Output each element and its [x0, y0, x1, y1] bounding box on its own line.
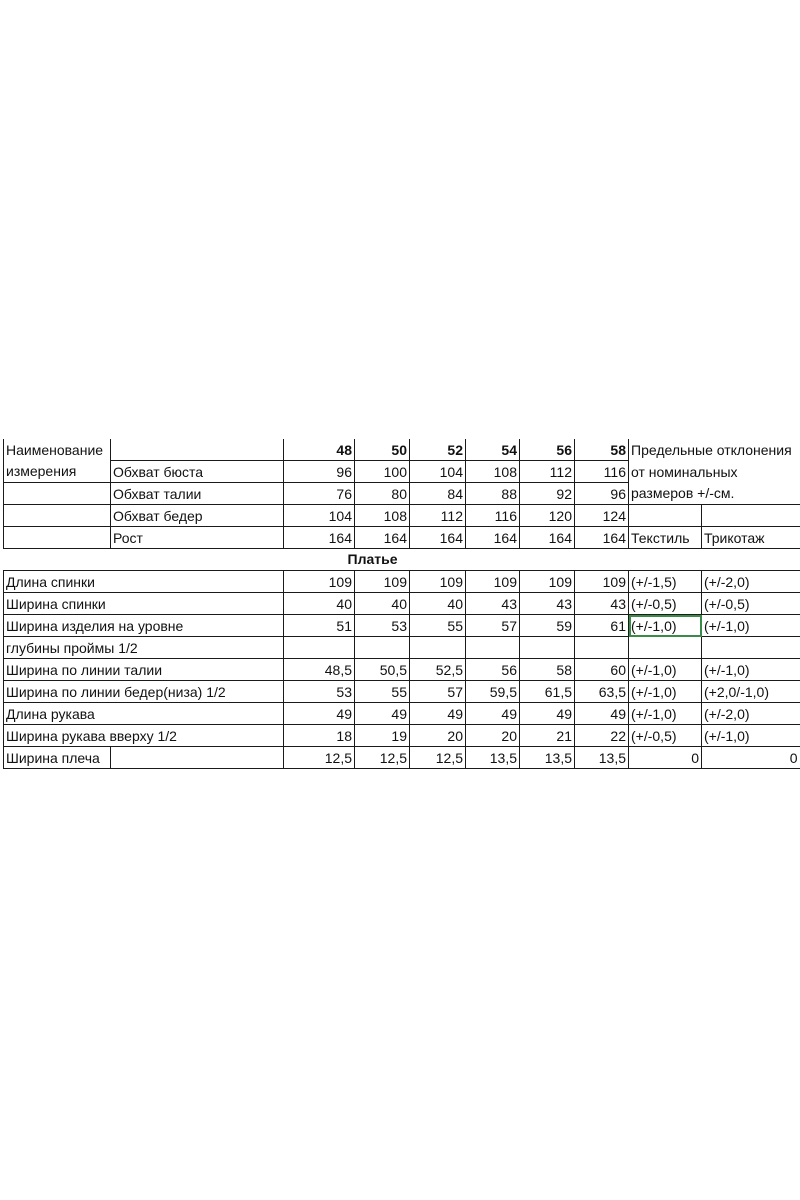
value-cell[interactable]: 61,5 [520, 681, 575, 703]
value-cell[interactable]: 43 [575, 593, 629, 615]
value-cell[interactable]: 60 [575, 659, 629, 681]
header-empty-cell[interactable] [111, 439, 284, 461]
value-cell[interactable]: 50,5 [355, 659, 410, 681]
tolerance-header-cell[interactable]: Предельные отклонения [629, 439, 800, 461]
knit-tolerance-cell[interactable]: (+/-2,0) [702, 703, 800, 725]
size-header-cell[interactable]: 54 [466, 439, 520, 461]
value-cell[interactable]: 18 [284, 725, 355, 747]
value-cell[interactable]: 109 [355, 571, 410, 593]
value-cell[interactable]: 13,5 [575, 747, 629, 769]
knit-tolerance-cell[interactable]: (+/-0,5) [702, 593, 800, 615]
garment-row [4, 747, 800, 769]
value-cell[interactable]: 164 [575, 527, 629, 549]
value-cell[interactable]: 116 [466, 505, 520, 527]
body-measurement-label[interactable]: Рост [111, 527, 284, 549]
garment-row [4, 725, 800, 747]
value-cell[interactable] [520, 637, 575, 659]
value-cell[interactable]: 116 [575, 461, 629, 483]
section-title-cell[interactable] [4, 549, 800, 571]
value-cell[interactable]: 57 [466, 615, 520, 637]
value-cell[interactable]: 13,5 [520, 747, 575, 769]
value-cell[interactable]: 49 [410, 703, 466, 725]
value-cell[interactable]: 52,5 [410, 659, 466, 681]
size-chart-sheet [3, 439, 799, 769]
value-cell[interactable]: 109 [575, 571, 629, 593]
value-cell[interactable]: 124 [575, 505, 629, 527]
value-cell[interactable]: 43 [466, 593, 520, 615]
value-cell[interactable]: 53 [284, 681, 355, 703]
value-cell[interactable] [466, 637, 520, 659]
value-cell[interactable]: 112 [520, 461, 575, 483]
knit-tolerance-cell[interactable]: (+/-1,0) [702, 615, 800, 637]
value-cell[interactable]: 57 [410, 681, 466, 703]
value-cell[interactable]: 88 [466, 483, 520, 505]
body-measurement-row [4, 461, 800, 483]
textile-tolerance-cell[interactable]: (+/-1,0) [629, 659, 702, 681]
size-chart-table [3, 439, 800, 769]
knit-tolerance-cell[interactable]: 0 [702, 747, 800, 769]
value-cell[interactable]: 109 [520, 571, 575, 593]
textile-cell[interactable] [629, 505, 702, 527]
value-cell[interactable]: 20 [466, 725, 520, 747]
value-cell[interactable]: 13,5 [466, 747, 520, 769]
value-cell[interactable]: 19 [355, 725, 410, 747]
value-cell[interactable]: 63,5 [575, 681, 629, 703]
textile-tolerance-cell[interactable]: (+/-1,0) [629, 703, 702, 725]
value-cell[interactable]: 76 [284, 483, 355, 505]
body-measurement-row [4, 483, 800, 505]
knit-cell[interactable] [702, 505, 800, 527]
textile-tolerance-cell[interactable]: (+/-1,5) [629, 571, 702, 593]
header-label-cell[interactable] [4, 439, 111, 461]
value-cell[interactable]: 48,5 [284, 659, 355, 681]
garment-label[interactable]: Ширина по линии талии [4, 659, 284, 681]
value-cell[interactable]: 59,5 [466, 681, 520, 703]
garment-label[interactable]: Ширина спинки [4, 593, 284, 615]
garment-label[interactable]: глубины проймы 1/2 [4, 637, 284, 659]
empty-cell[interactable] [111, 747, 284, 769]
value-cell[interactable]: 120 [520, 505, 575, 527]
size-header-cell[interactable]: 56 [520, 439, 575, 461]
garment-row [4, 593, 800, 615]
value-cell[interactable]: 55 [410, 615, 466, 637]
header-label-cell-2[interactable]: измерения [4, 461, 111, 483]
garment-row [4, 615, 800, 637]
size-header-cell[interactable]: 50 [355, 439, 410, 461]
textile-tolerance-cell[interactable]: (+/-1,0) [629, 681, 702, 703]
value-cell[interactable]: 80 [355, 483, 410, 505]
value-cell[interactable]: 40 [355, 593, 410, 615]
knit-tolerance-cell[interactable] [702, 637, 800, 659]
textile-tolerance-cell[interactable]: 0 [629, 747, 702, 769]
value-cell[interactable]: 12,5 [410, 747, 466, 769]
header-row [4, 439, 800, 461]
value-cell[interactable]: 109 [284, 571, 355, 593]
value-cell[interactable]: 49 [466, 703, 520, 725]
value-cell[interactable]: 12,5 [284, 747, 355, 769]
value-cell[interactable]: 109 [410, 571, 466, 593]
value-cell[interactable]: 92 [520, 483, 575, 505]
tolerance-header-cell-2[interactable]: от номинальных [629, 461, 800, 483]
value-cell[interactable]: 164 [466, 527, 520, 549]
value-cell[interactable]: 59 [520, 615, 575, 637]
value-cell[interactable]: 61 [575, 615, 629, 637]
value-cell[interactable]: 49 [284, 703, 355, 725]
value-cell[interactable]: 43 [520, 593, 575, 615]
textile-header-cell[interactable]: Текстиль [629, 527, 702, 549]
value-cell[interactable]: 49 [575, 703, 629, 725]
value-cell[interactable]: 96 [575, 483, 629, 505]
garment-label[interactable]: Ширина плеча [4, 747, 111, 769]
body-measurement-label[interactable]: Обхват бюста [111, 461, 284, 483]
garment-row [4, 659, 800, 681]
value-cell[interactable]: 53 [355, 615, 410, 637]
value-cell[interactable]: 104 [410, 461, 466, 483]
empty-cell[interactable] [4, 483, 111, 505]
textile-tolerance-cell[interactable]: (+/-0,5) [629, 725, 702, 747]
value-cell[interactable]: 164 [520, 527, 575, 549]
garment-label[interactable]: Ширина по линии бедер(низа) 1/2 [4, 681, 284, 703]
section-title-row [4, 549, 800, 571]
value-cell[interactable]: 108 [466, 461, 520, 483]
empty-cell[interactable] [4, 527, 111, 549]
garment-label[interactable]: Ширина рукава вверху 1/2 [4, 725, 284, 747]
value-cell[interactable]: 96 [284, 461, 355, 483]
value-cell[interactable]: 49 [520, 703, 575, 725]
value-cell[interactable]: 40 [410, 593, 466, 615]
body-measurement-label[interactable]: Обхват талии [111, 483, 284, 505]
size-header-cell[interactable]: 52 [410, 439, 466, 461]
value-cell[interactable]: 164 [355, 527, 410, 549]
body-measurement-label[interactable]: Обхват бедер [111, 505, 284, 527]
garment-label[interactable]: Длина спинки [4, 571, 284, 593]
value-cell[interactable]: 104 [284, 505, 355, 527]
value-cell[interactable]: 12,5 [355, 747, 410, 769]
value-cell[interactable]: 51 [284, 615, 355, 637]
body-measurement-row [4, 527, 800, 549]
garment-row [4, 703, 800, 725]
value-cell[interactable]: 100 [355, 461, 410, 483]
value-cell[interactable]: 84 [410, 483, 466, 505]
value-cell[interactable]: 164 [284, 527, 355, 549]
value-cell[interactable] [284, 637, 355, 659]
knit-header-cell[interactable]: Трикотаж [702, 527, 800, 549]
garment-row [4, 571, 800, 593]
section-title: Платье [347, 551, 398, 567]
value-cell[interactable]: 22 [575, 725, 629, 747]
knit-tolerance-cell[interactable]: (+/-1,0) [702, 659, 800, 681]
value-cell[interactable]: 20 [410, 725, 466, 747]
size-header-cell[interactable]: 48 [284, 439, 355, 461]
knit-tolerance-cell[interactable]: (+/-2,0) [702, 571, 800, 593]
value-cell[interactable] [355, 637, 410, 659]
value-cell[interactable]: 55 [355, 681, 410, 703]
garment-label[interactable]: Ширина изделия на уровне [4, 615, 284, 637]
garment-label[interactable]: Длина рукава [4, 703, 284, 725]
garment-row [4, 637, 800, 659]
value-cell[interactable] [410, 637, 466, 659]
garment-row [4, 681, 800, 703]
knit-tolerance-cell[interactable]: (+/-1,0) [702, 725, 800, 747]
empty-cell[interactable] [4, 505, 111, 527]
textile-tolerance-cell[interactable]: (+/-0,5) [629, 593, 702, 615]
value-cell[interactable]: 56 [466, 659, 520, 681]
value-cell[interactable]: 21 [520, 725, 575, 747]
value-cell[interactable]: 108 [355, 505, 410, 527]
textile-tolerance-cell[interactable] [629, 637, 702, 659]
tolerance-header-cell-3[interactable]: размеров +/-см. [629, 483, 800, 505]
header-label-line1: Наименование [6, 441, 104, 458]
value-cell[interactable]: 49 [355, 703, 410, 725]
knit-tolerance-cell[interactable]: (+2,0/-1,0) [702, 681, 800, 703]
value-cell[interactable]: 109 [466, 571, 520, 593]
selected-textile-tolerance-cell[interactable]: (+/-1,0) [629, 615, 702, 637]
value-cell[interactable]: 40 [284, 593, 355, 615]
value-cell[interactable] [575, 637, 629, 659]
value-cell[interactable]: 164 [410, 527, 466, 549]
value-cell[interactable]: 58 [520, 659, 575, 681]
body-measurement-row [4, 505, 800, 527]
size-header-cell[interactable]: 58 [575, 439, 629, 461]
value-cell[interactable]: 112 [410, 505, 466, 527]
